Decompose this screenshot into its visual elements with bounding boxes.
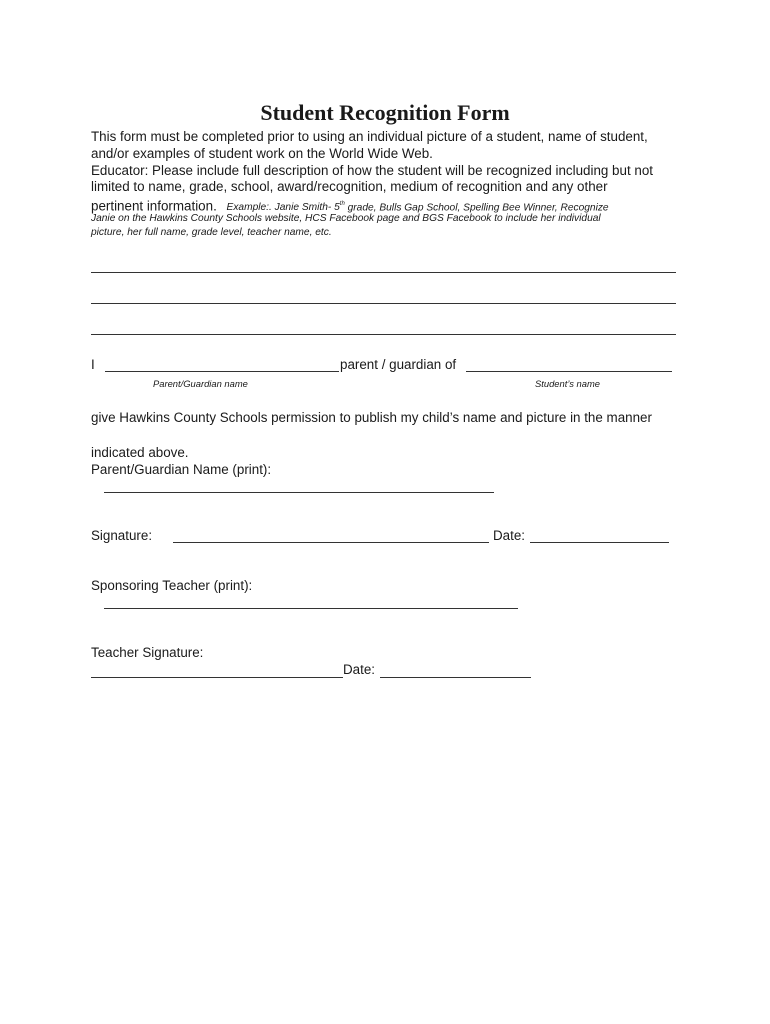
sponsor-label: Sponsoring Teacher (print): — [91, 578, 253, 593]
permission-line-2: indicated above. — [91, 445, 189, 460]
teacher-date-line[interactable] — [380, 677, 531, 678]
description-line-2[interactable] — [91, 303, 676, 304]
example-text-b: grade, Bulls Gap School, Spelling Bee Winner, Recognize — [344, 202, 609, 214]
description-line-3[interactable] — [91, 334, 676, 335]
signature-label: Signature: — [91, 528, 153, 543]
guardian-prefix: I — [91, 357, 95, 372]
guardian-name-line[interactable] — [105, 371, 339, 372]
pertinent-info-text: pertinent information. — [91, 198, 217, 214]
guardian-middle-text: parent / guardian of — [340, 357, 457, 372]
description-line-1[interactable] — [91, 272, 676, 273]
intro-line-1: This form must be completed prior to using an individual picture of a student, name of student, — [91, 129, 648, 144]
student-name-caption: Student’s name — [535, 378, 600, 389]
form-title: Student Recognition Form — [260, 100, 510, 125]
guardian-name-caption: Parent/Guardian name — [153, 378, 248, 389]
permission-line-1: give Hawkins County Schools permission to publish my child’s name and picture in the manner — [91, 410, 652, 425]
intro-line-2: and/or examples of student work on the World Wide Web. — [91, 146, 433, 161]
example-line-3: picture, her full name, grade level, teacher name, etc. — [91, 227, 332, 238]
student-name-line[interactable] — [466, 371, 672, 372]
example-superscript: th — [339, 201, 345, 207]
teacher-signature-line[interactable] — [91, 677, 343, 678]
example-line-2: Janie on the Hawkins County Schools website, HCS Facebook page and BGS Facebook to include her individual — [91, 213, 601, 224]
educator-line-1: Educator: Please include full description of how the student will be recognized including but not — [91, 163, 654, 178]
teacher-signature-label: Teacher Signature: — [91, 645, 204, 660]
educator-line-2: limited to name, grade, school, award/recognition, medium of recognition and any other — [91, 179, 608, 194]
signature-line[interactable] — [173, 542, 489, 543]
teacher-date-label: Date: — [343, 662, 376, 677]
sponsor-line[interactable] — [104, 608, 518, 609]
guardian-print-line[interactable] — [104, 492, 494, 493]
example-text-a: Example:. Janie Smith- 5 — [226, 202, 340, 214]
guardian-print-label: Parent/Guardian Name (print): — [91, 462, 272, 477]
signature-date-line[interactable] — [530, 542, 669, 543]
signature-date-label: Date: — [493, 528, 526, 543]
